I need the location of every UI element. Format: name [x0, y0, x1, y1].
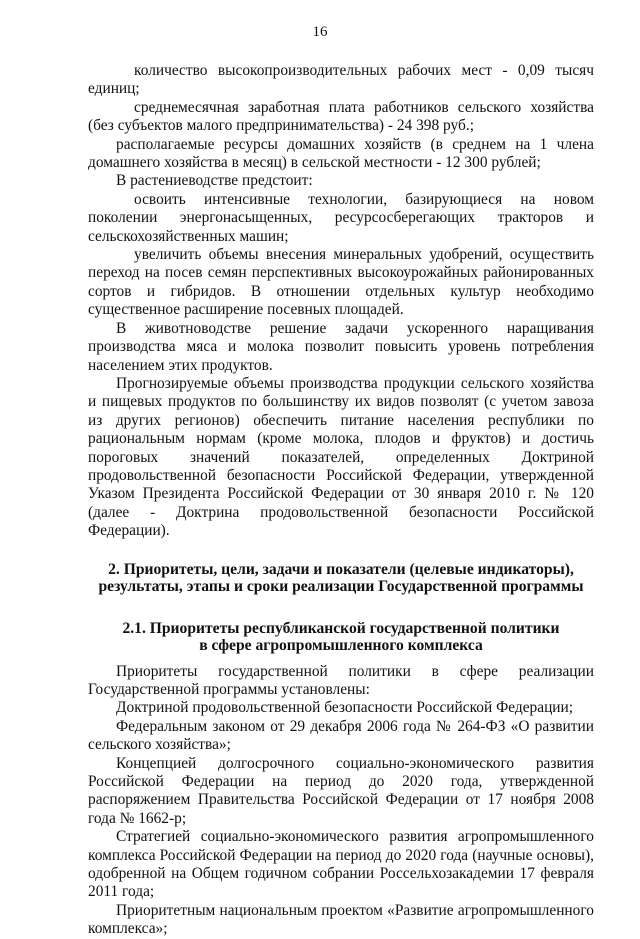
section-heading	[88, 561, 594, 596]
paragraph-crop-intro: В растениеводстве предстоит:	[116, 172, 313, 190]
subsection-heading-line1: 2.1. Приоритеты республиканской государственной политики	[122, 620, 560, 638]
subsection-heading	[88, 621, 594, 654]
subsection-heading-line2: в сфере агропромышленного комплекса	[199, 636, 483, 654]
page-content	[88, 62, 594, 939]
paragraph-federal-law: Федеральным законом от 29 декабря 2006 года № 264-ФЗ «О развитии сельского хозяйства»;	[88, 717, 594, 754]
page-number: 16	[312, 24, 328, 40]
paragraph-livestock: В животноводстве решение задачи ускоренного наращивания производства мяса и молока позволит повысить уровень потребления населением этих продуктов.	[88, 319, 594, 374]
paragraph-forecast: Прогнозируемые объемы производства продукции сельского хозяйства и пищевых продуктов по большинству их видов позволят (с учетом завоза из других регионов) обеспечить питание населения республики по рациональным нормам (кроме молока, плодов и фруктов) и достичь пороговых значений показателей, определенных Доктриной продовольственной безопасности Российской Федерации, утвержденной Указом Президента Российской Федерации от 30 января 2010 г. № 120 (далее - Доктрина продовольственной безопасности Российской Федерации).	[88, 374, 594, 540]
paragraph-jobs: количество высокопроизводительных рабочих мест - 0,09 тысяч единиц;	[88, 62, 594, 98]
paragraph-strategy: Стратегией социально-экономического развития агропромышленного комплекса Российской Федерации на период до 2020 года (научные основы), одобренной на Общем годичном собрании Россельхозакадемии 17 февраля 2011 года;	[88, 828, 594, 901]
paragraph-doctrine: Доктриной продовольственной безопасности Российской Федерации;	[116, 699, 574, 717]
paragraph-concept: Концепцией долгосрочного социально-экономического развития Российской Федерации на период до 2020 года, утвержденной распоряжением Правительства Российской Федерации от 17 ноября 2008 года № 1662-р;	[88, 754, 594, 827]
section-heading-line1: 2. Приоритеты, цели, задачи и показатели (целевые индикаторы),	[108, 560, 574, 578]
paragraph-household-resources: располагаемые ресурсы домашних хозяйств (в среднем на 1 члена домашнего хозяйства в месяц) в сельской местности - 12 300 рублей;	[88, 135, 594, 172]
paragraph-national-project: Приоритетным национальным проектом «Развитие агропромышленного комплекса»;	[88, 901, 594, 938]
paragraph-technologies: освоить интенсивные технологии, базирующиеся на новом поколении энергонасыщенных, ресурсосберегающих тракторов и сельскохозяйственных машин;	[88, 190, 594, 245]
section-heading-line2: результаты, этапы и сроки реализации Государственной программы	[98, 577, 584, 595]
paragraph-salary: среднемесячная заработная плата работников сельского хозяйства (без субъектов малого предпринимательства) - 24 398 руб.;	[88, 98, 594, 135]
paragraph-fertilizers: увеличить объемы внесения минеральных удобрений, осуществить переход на посев семян перспективных высокоурожайных районированных сортов и гибридов. В отношении отдельных культур необходимо существенное расширение посевных площадей.	[88, 246, 594, 319]
paragraph-priorities: Приоритеты государственной политики в сфере реализации Государственной программы установлены:	[88, 662, 594, 698]
